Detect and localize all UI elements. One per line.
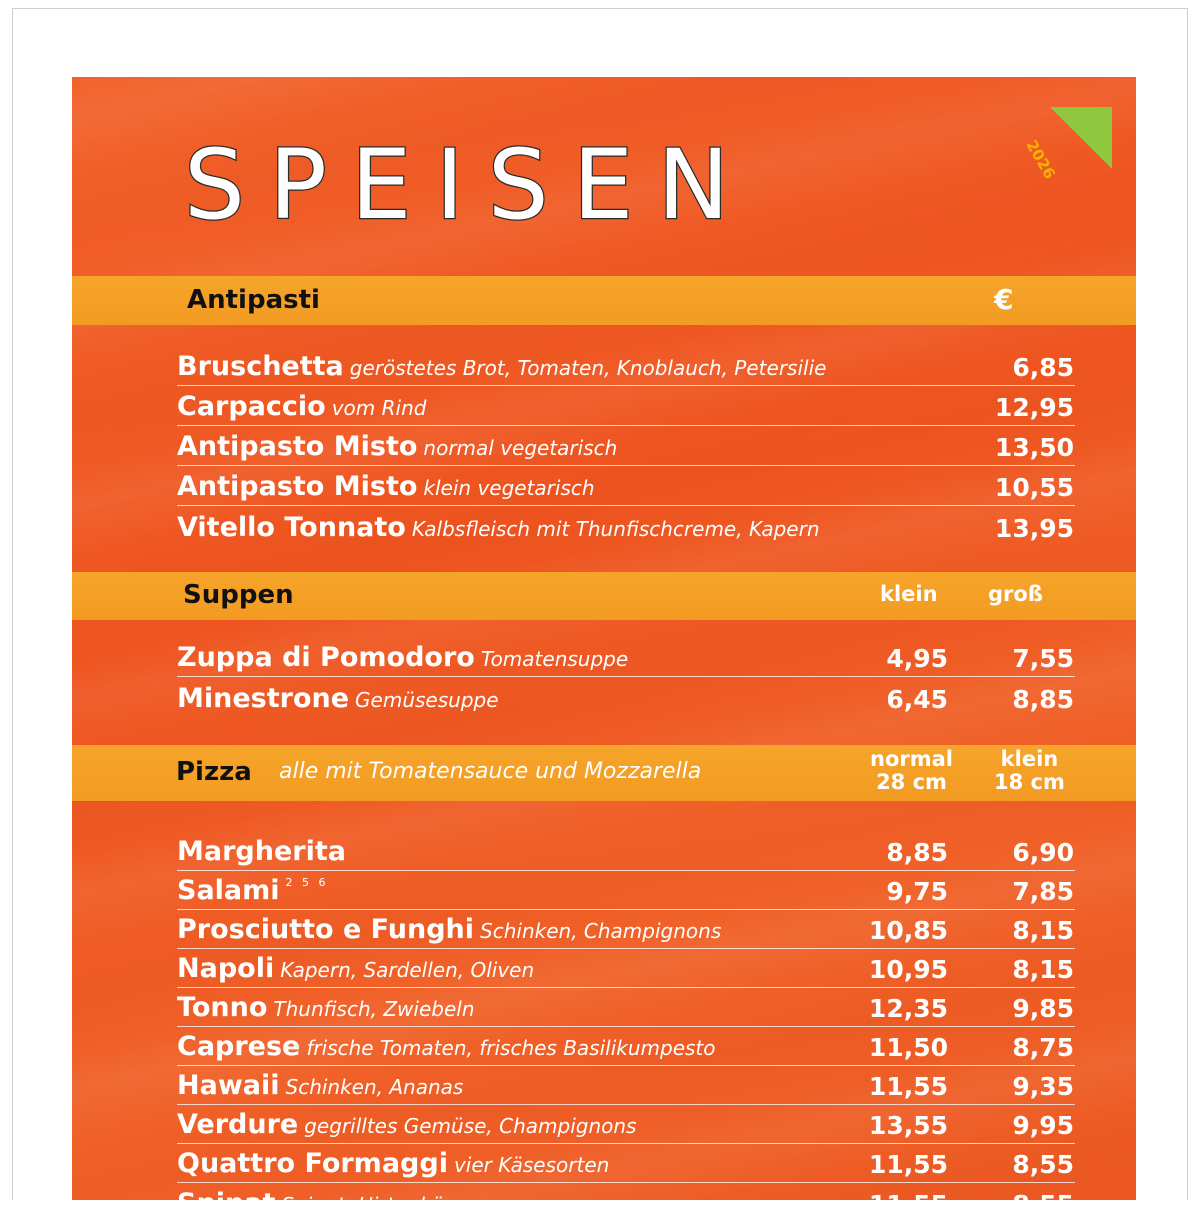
pizza-item bbox=[177, 916, 721, 943]
antipasti-item-name: Carpaccio bbox=[177, 391, 326, 422]
antipasti-item bbox=[177, 433, 617, 460]
suppen-item bbox=[177, 644, 628, 671]
suppen-item-price-1: 4,95 bbox=[886, 644, 948, 673]
pizza-item bbox=[177, 994, 475, 1021]
pizza-row bbox=[177, 833, 1075, 871]
pizza-item-name: Margherita bbox=[177, 836, 346, 867]
currency-symbol: € bbox=[994, 283, 1014, 316]
pizza-item-price-1: 13,55 bbox=[868, 1111, 948, 1140]
antipasti-item bbox=[177, 353, 826, 380]
pizza-item-price-2: 8,15 bbox=[1012, 955, 1074, 984]
pizza-item-allergen-note: 2 5 6 bbox=[285, 876, 329, 889]
year-badge: 2026 bbox=[1022, 137, 1059, 183]
antipasti-item-name: Antipasto Misto bbox=[177, 431, 418, 462]
menu-title: SPEISEN bbox=[184, 129, 754, 241]
pizza-item-description: Schinken, Ananas bbox=[285, 1075, 464, 1099]
suppen-item-name: Zuppa di Pomodoro bbox=[177, 642, 475, 673]
antipasti-item-price: 10,55 bbox=[994, 473, 1074, 502]
antipasti-item-description: geröstetes Brot, Tomaten, Knoblauch, Petersilie bbox=[349, 356, 827, 380]
antipasti-row bbox=[177, 508, 1075, 546]
pizza-item-description: gegrilltes Gemüse, Champignons bbox=[304, 1114, 637, 1138]
pizza-item-price-1: 11,55 bbox=[868, 1190, 948, 1219]
pizza-item-name: Napoli bbox=[177, 953, 275, 984]
pizza-item bbox=[177, 877, 329, 904]
pizza-row bbox=[177, 872, 1075, 910]
pizza-item-name: Spinat bbox=[177, 1188, 276, 1219]
pizza-item bbox=[177, 1190, 466, 1217]
antipasti-item bbox=[177, 473, 595, 500]
pizza-item-price-1: 10,95 bbox=[868, 955, 948, 984]
pizza-item-description: Kapern, Sardellen, Oliven bbox=[280, 958, 535, 982]
pizza-item-description: vier Käsesorten bbox=[453, 1153, 610, 1177]
pizza-row bbox=[177, 1184, 1075, 1222]
pizza-item-name: Hawaii bbox=[177, 1070, 280, 1101]
pizza-item-price-1: 9,75 bbox=[886, 877, 948, 906]
pizza-row bbox=[177, 1028, 1075, 1066]
pizza-row bbox=[177, 911, 1075, 949]
antipasti-row bbox=[177, 428, 1075, 466]
pizza-item-price-2: 8,75 bbox=[1012, 1033, 1074, 1062]
pizza-item bbox=[177, 1111, 636, 1138]
pizza-item-price-1: 12,35 bbox=[868, 994, 948, 1023]
column-header-gross: groß bbox=[988, 582, 1043, 606]
pizza-item-price-2: 9,35 bbox=[1012, 1072, 1074, 1101]
pizza-item-name: Tonno bbox=[177, 992, 268, 1023]
column-header-klein-line1: klein bbox=[1000, 747, 1059, 771]
section-heading-suppen: Suppen bbox=[183, 580, 294, 610]
suppen-item-price-1: 6,45 bbox=[886, 685, 948, 714]
suppen-item-description: Gemüsesuppe bbox=[355, 688, 499, 712]
suppen-row bbox=[177, 679, 1075, 717]
pizza-item-name: Verdure bbox=[177, 1109, 299, 1140]
pizza-item bbox=[177, 1033, 716, 1060]
pizza-row bbox=[177, 1067, 1075, 1105]
pizza-row bbox=[177, 1106, 1075, 1144]
column-header-klein-pizza bbox=[994, 748, 1065, 794]
pizza-item-price-2: 8,55 bbox=[1012, 1190, 1074, 1219]
pizza-item bbox=[177, 1150, 609, 1177]
pizza-row bbox=[177, 950, 1075, 988]
antipasti-item-name: Antipasto Misto bbox=[177, 471, 418, 502]
suppen-item-price-2: 8,85 bbox=[1012, 685, 1074, 714]
pizza-item-description: Spinat, Hirtenkäse bbox=[281, 1193, 467, 1217]
column-header-klein: klein bbox=[880, 582, 938, 606]
pizza-item-description: frische Tomaten, frisches Basilikumpesto bbox=[306, 1036, 716, 1060]
pizza-item-name: Prosciutto e Funghi bbox=[177, 914, 475, 945]
pizza-item-price-1: 11,55 bbox=[868, 1150, 948, 1179]
antipasti-item-description: normal vegetarisch bbox=[423, 436, 618, 460]
pizza-row bbox=[177, 989, 1075, 1027]
section-heading-antipasti: Antipasti bbox=[187, 285, 320, 315]
suppen-item bbox=[177, 685, 499, 712]
pizza-item bbox=[177, 955, 534, 982]
antipasti-item-description: vom Rind bbox=[331, 396, 427, 420]
pizza-item-price-2: 6,90 bbox=[1012, 838, 1074, 867]
suppen-item-price-2: 7,55 bbox=[1012, 644, 1074, 673]
section-band-pizza bbox=[72, 745, 1136, 801]
menu-sheet bbox=[72, 77, 1136, 1219]
antipasti-item-description: klein vegetarisch bbox=[423, 476, 595, 500]
pizza-item-price-1: 11,55 bbox=[868, 1072, 948, 1101]
column-header-normal-line1: normal bbox=[870, 747, 953, 771]
section-band-suppen bbox=[72, 572, 1136, 620]
antipasti-row bbox=[177, 468, 1075, 506]
antipasti-item bbox=[177, 514, 820, 541]
suppen-item-name: Minestrone bbox=[177, 683, 350, 714]
column-header-normal-line2: 28 cm bbox=[876, 770, 947, 795]
pizza-item-price-1: 8,85 bbox=[886, 838, 948, 867]
pizza-note: alle mit Tomatensauce und Mozzarella bbox=[279, 759, 702, 784]
column-header-klein-line2: 18 cm bbox=[994, 770, 1065, 795]
corner-triangle-icon bbox=[1050, 107, 1112, 169]
antipasti-item-name: Bruschetta bbox=[177, 351, 344, 382]
column-header-normal bbox=[870, 748, 953, 794]
pizza-item-name: Caprese bbox=[177, 1031, 301, 1062]
antipasti-item-price: 13,50 bbox=[994, 433, 1074, 462]
pizza-item-price-1: 11,50 bbox=[868, 1033, 948, 1062]
suppen-item-description: Tomatensuppe bbox=[480, 647, 629, 671]
pizza-item bbox=[177, 1072, 463, 1099]
pizza-item bbox=[177, 838, 346, 865]
antipasti-item bbox=[177, 393, 426, 420]
suppen-row bbox=[177, 639, 1075, 677]
pizza-item-description: Thunfisch, Zwiebeln bbox=[273, 997, 475, 1021]
pizza-item-name: Salami bbox=[177, 875, 280, 906]
antipasti-item-price: 13,95 bbox=[994, 514, 1074, 543]
pizza-item-price-2: 7,85 bbox=[1012, 877, 1074, 906]
pizza-item-price-1: 10,85 bbox=[868, 916, 948, 945]
pizza-item-description: Schinken, Champignons bbox=[480, 919, 722, 943]
pizza-item-price-2: 8,15 bbox=[1012, 916, 1074, 945]
antipasti-item-price: 12,95 bbox=[994, 393, 1074, 422]
pizza-row bbox=[177, 1145, 1075, 1183]
section-band-antipasti bbox=[72, 276, 1136, 325]
antipasti-item-price: 6,85 bbox=[1012, 353, 1074, 382]
antipasti-item-name: Vitello Tonnato bbox=[177, 512, 406, 543]
pizza-item-name: Quattro Formaggi bbox=[177, 1148, 448, 1179]
antipasti-item-description: Kalbsfleisch mit Thunfischcreme, Kapern bbox=[411, 517, 820, 541]
pizza-item-price-2: 8,55 bbox=[1012, 1150, 1074, 1179]
antipasti-row bbox=[177, 348, 1075, 386]
pizza-item-price-2: 9,95 bbox=[1012, 1111, 1074, 1140]
section-heading-pizza: Pizza bbox=[176, 757, 252, 787]
antipasti-row bbox=[177, 388, 1075, 426]
pizza-item-price-2: 9,85 bbox=[1012, 994, 1074, 1023]
